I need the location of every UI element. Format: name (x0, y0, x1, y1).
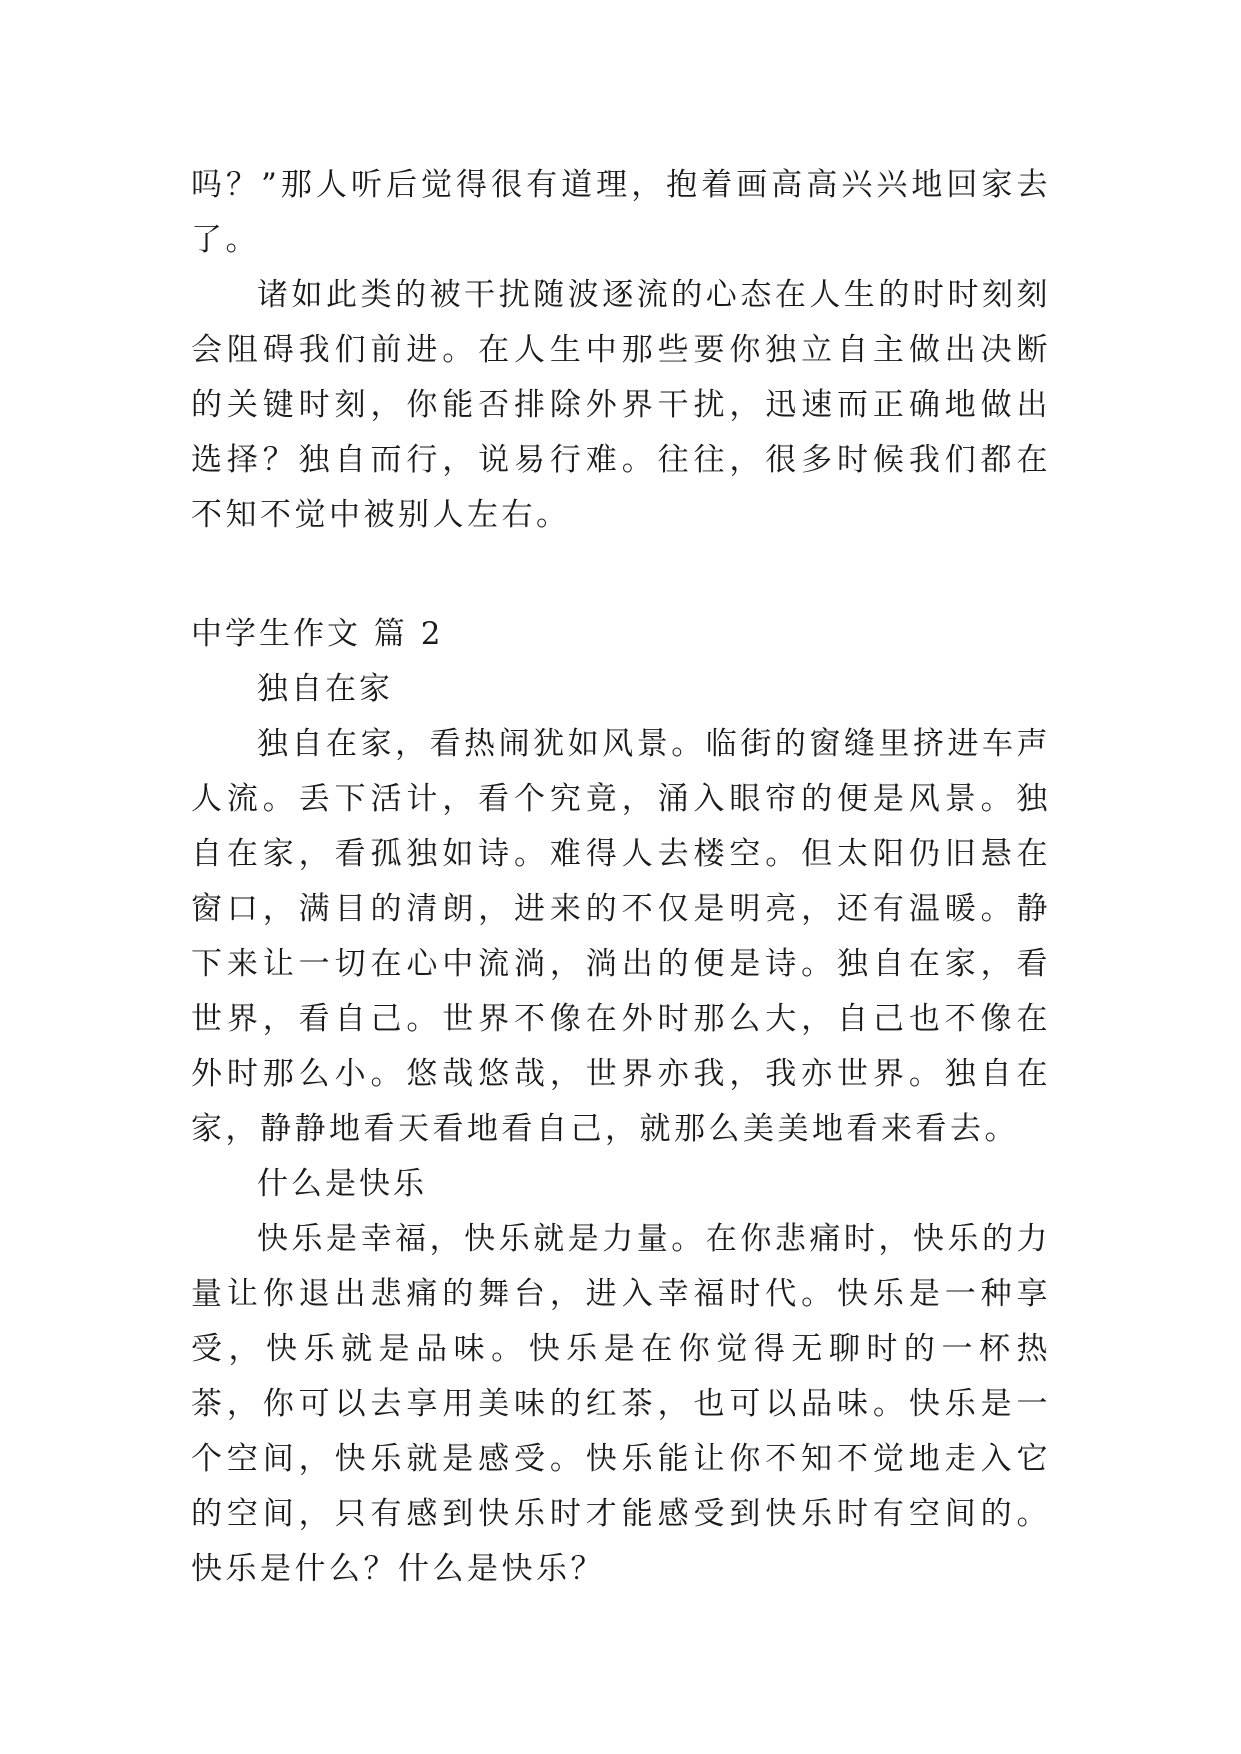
subheading-what-is-happiness: 什么是快乐 (257, 1166, 427, 1202)
paragraph-alone-at-home: 独自在家，看热闹犹如风景。临街的窗缝里挤进车声人流。丢下活计，看个究竟，涌入眼帘的便是风景。独自在家，看孤独如诗。难得人去楼空。但太阳仍旧悬在窗口，满目的清朗，进来的不仅是明亮，还有温暖。静下来让一切在心中流淌，淌出的便是诗。独自在家，看世界，看自己。世界不像在外时那么大，自己也不像在外时那么小。悠哉悠哉，世界亦我，我亦世界。独自在家，静静地看天看地看自己，就那么美美地看来看去。 (191, 726, 1051, 1147)
paragraph-what-is-happiness: 快乐是幸福，快乐就是力量。在你悲痛时，快乐的力量让你退出悲痛的舞台，进入幸福时代。快乐是一种享受，快乐就是品味。快乐是在你觉得无聊时的一杯热茶，你可以去享用美味的红茶，也可以品味。快乐是一个空间，快乐就是感受。快乐能让你不知不觉地走入它的空间，只有感到快乐时才能感受到快乐时有空间的。快乐是什么？什么是快乐？ (191, 1221, 1051, 1587)
subheading-alone-at-home: 独自在家 (257, 671, 393, 707)
paragraph-reflection: 诸如此类的被干扰随波逐流的心态在人生的时时刻刻会阻碍我们前进。在人生中那些要你独立自主做出决断的关键时刻，你能否排除外界干扰，迅速而正确地做出选择？独自而行，说易行难。往往，很多时候我们都在不知不觉中被别人左右。 (191, 277, 1051, 533)
section-spacer (191, 543, 1051, 607)
document-page (191, 158, 1051, 1597)
section-title: 中学生作文 篇 2 (191, 616, 444, 652)
paragraph-continuation: 吗？”那人听后觉得很有道理，抱着画高高兴兴地回家去了。 (191, 167, 1051, 258)
